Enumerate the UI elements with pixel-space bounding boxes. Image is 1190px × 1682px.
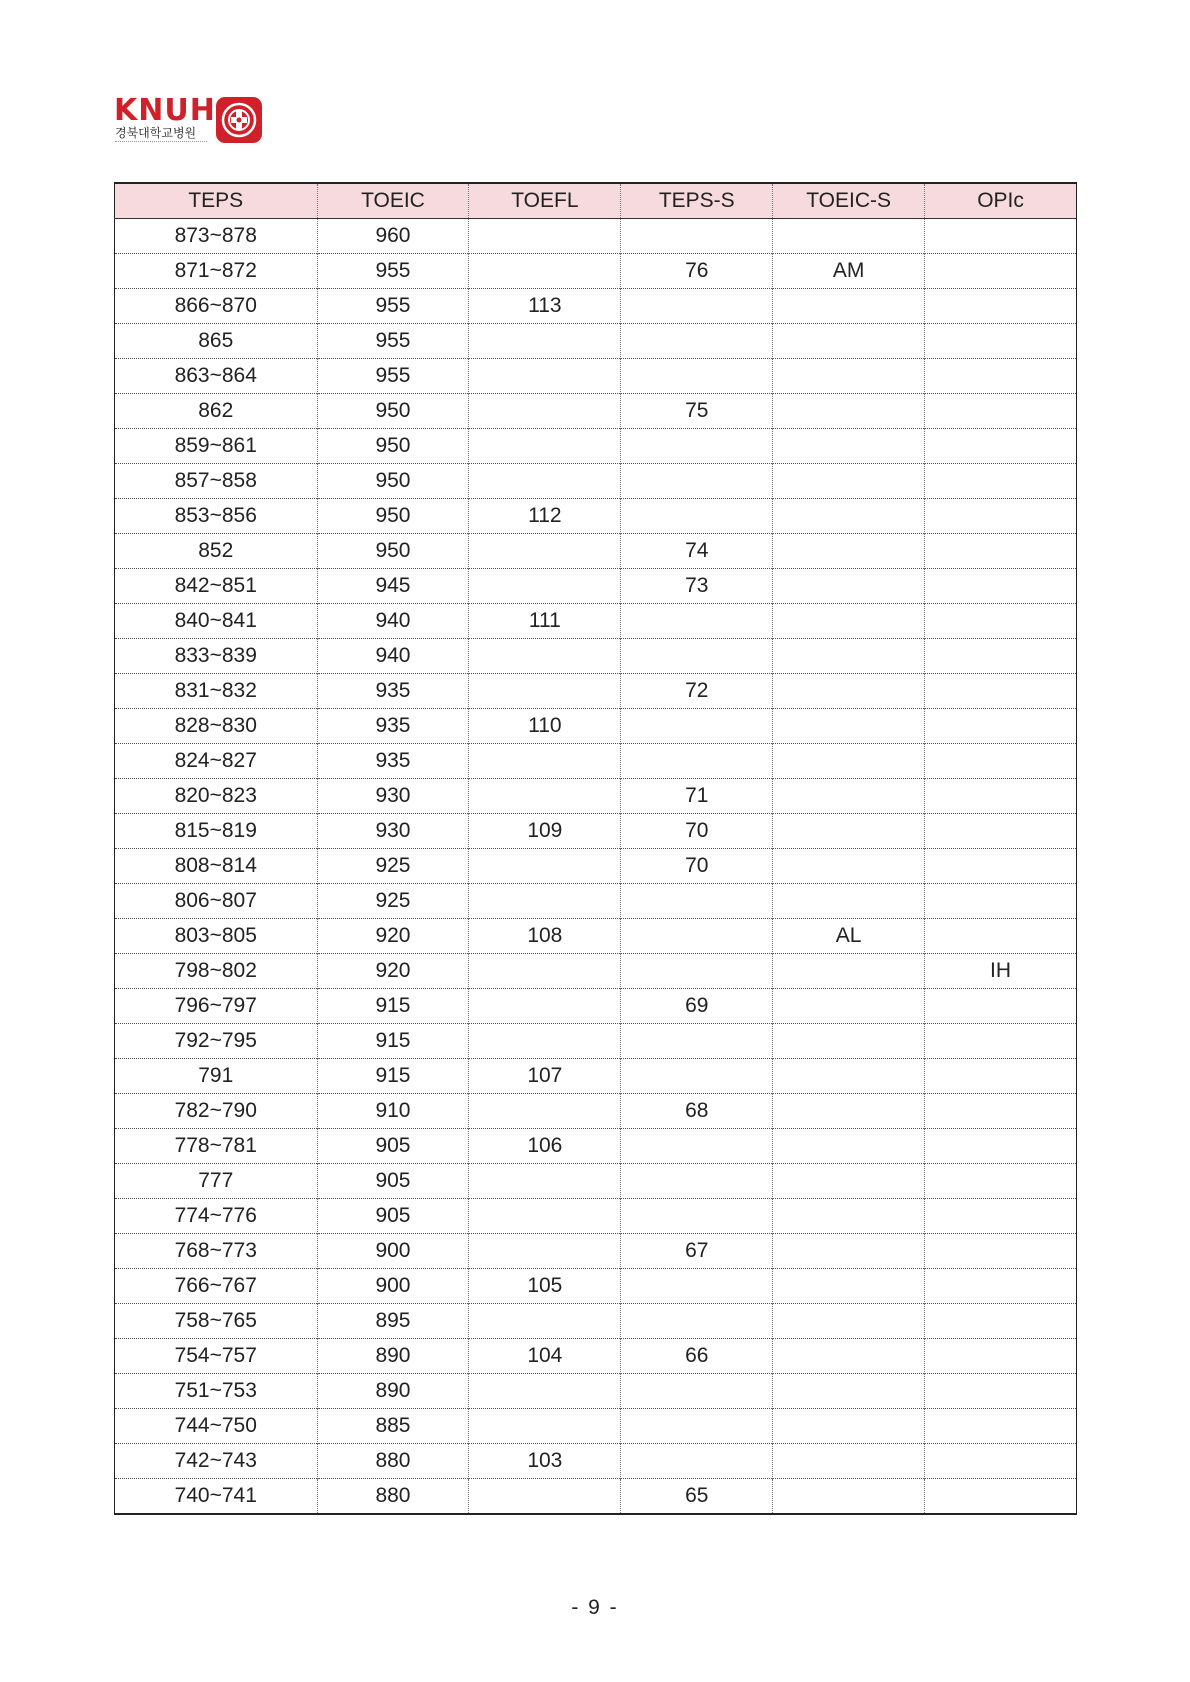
table-cell: AM [773,254,925,289]
column-header-toeic-s: TOEIC-S [773,183,925,219]
table-cell [925,814,1077,849]
table-row [115,884,1077,919]
column-header-toefl: TOEFL [469,183,621,219]
table-cell: 65 [621,1479,773,1515]
table-cell: 915 [317,1024,469,1059]
table-cell: 950 [317,394,469,429]
table-cell [773,219,925,254]
table-cell: 72 [621,674,773,709]
table-cell [925,429,1077,464]
table-cell: 920 [317,919,469,954]
table-cell [925,849,1077,884]
table-cell [925,779,1077,814]
table-cell: 880 [317,1479,469,1515]
table-row [115,499,1077,534]
table-cell [773,954,925,989]
table-row [115,1409,1077,1444]
table-cell [469,1234,621,1269]
table-header-row [115,183,1077,219]
table-cell [469,779,621,814]
table-cell: 842~851 [115,569,318,604]
table-cell: 792~795 [115,1024,318,1059]
table-cell [469,1094,621,1129]
table-cell [621,954,773,989]
table-cell: 853~856 [115,499,318,534]
table-cell: 950 [317,464,469,499]
table-row [115,989,1077,1024]
table-cell [925,1339,1077,1374]
table-cell [925,1444,1077,1479]
column-header-opic: OPIc [925,183,1077,219]
table-cell [469,569,621,604]
table-cell: 955 [317,324,469,359]
table-cell: 920 [317,954,469,989]
table-cell [773,1234,925,1269]
table-row [115,674,1077,709]
table-cell [621,464,773,499]
column-header-toeic: TOEIC [317,183,469,219]
table-row [115,219,1077,254]
table-cell: 108 [469,919,621,954]
table-cell [773,394,925,429]
logo-subtitle: 경북대학교병원 [115,126,197,140]
table-cell [469,464,621,499]
table-cell [773,674,925,709]
logo-wordmark: KNUH [114,93,216,128]
table-row [115,1304,1077,1339]
table-row [115,254,1077,289]
table-cell [925,1234,1077,1269]
table-row [115,289,1077,324]
table-cell [925,394,1077,429]
table-cell [773,499,925,534]
table-cell [621,884,773,919]
table-cell: 873~878 [115,219,318,254]
table-cell: AL [773,919,925,954]
table-cell: 803~805 [115,919,318,954]
table-cell: 935 [317,709,469,744]
table-cell [925,1409,1077,1444]
table-cell [469,394,621,429]
table-cell: 112 [469,499,621,534]
table-cell: 866~870 [115,289,318,324]
table-cell [925,1374,1077,1409]
table-cell: 900 [317,1234,469,1269]
table-cell [469,674,621,709]
table-cell [469,639,621,674]
table-cell: 76 [621,254,773,289]
table-cell: 105 [469,1269,621,1304]
table-cell: 777 [115,1164,318,1199]
table-cell: 950 [317,499,469,534]
table-row [115,1199,1077,1234]
table-row [115,1129,1077,1164]
table-cell [773,464,925,499]
table-cell: 863~864 [115,359,318,394]
table-cell [621,1164,773,1199]
table-row [115,1269,1077,1304]
table-cell [621,1024,773,1059]
table-cell: 915 [317,1059,469,1094]
table-cell [773,1339,925,1374]
table-cell [773,1304,925,1339]
table-row [115,534,1077,569]
table-cell: 935 [317,744,469,779]
table-row [115,1024,1077,1059]
table-cell: 905 [317,1129,469,1164]
table-cell [925,1479,1077,1515]
table-row [115,954,1077,989]
column-header-teps: TEPS [115,183,318,219]
table-row [115,569,1077,604]
table-cell [773,1479,925,1515]
table-cell: 900 [317,1269,469,1304]
table-cell [773,1164,925,1199]
table-cell: 766~767 [115,1269,318,1304]
table-cell: 758~765 [115,1304,318,1339]
table-cell: 950 [317,429,469,464]
table-cell [469,849,621,884]
table-cell: 859~861 [115,429,318,464]
table-cell: 113 [469,289,621,324]
page-number: - 9 - [571,1596,619,1619]
table-row [115,1059,1077,1094]
hospital-emblem-icon [216,97,262,143]
table-cell [621,499,773,534]
table-cell [925,989,1077,1024]
table-cell: 71 [621,779,773,814]
table-cell: 925 [317,849,469,884]
table-cell [621,324,773,359]
table-cell [621,1304,773,1339]
table-row [115,709,1077,744]
table-cell [925,1024,1077,1059]
table-cell: 940 [317,639,469,674]
table-cell: 955 [317,254,469,289]
table-cell [469,954,621,989]
table-cell [621,1374,773,1409]
table-cell [925,499,1077,534]
table-cell: 774~776 [115,1199,318,1234]
table-cell: 70 [621,814,773,849]
table-cell: 820~823 [115,779,318,814]
table-cell [773,1094,925,1129]
table-cell [925,569,1077,604]
table-cell [469,1164,621,1199]
table-cell: 107 [469,1059,621,1094]
table-cell [621,639,773,674]
table-cell [773,429,925,464]
table-row [115,814,1077,849]
table-cell [925,1164,1077,1199]
table-cell [773,1444,925,1479]
table-cell [925,534,1077,569]
table-cell [469,534,621,569]
table-cell [925,359,1077,394]
table-cell: 73 [621,569,773,604]
hospital-logo [114,93,264,144]
table-cell [773,1129,925,1164]
table-row [115,324,1077,359]
table-cell [621,1269,773,1304]
table-cell: 871~872 [115,254,318,289]
table-cell: IH [925,954,1077,989]
table-cell: 857~858 [115,464,318,499]
table-cell: 754~757 [115,1339,318,1374]
table-cell: 110 [469,709,621,744]
table-cell [925,1304,1077,1339]
table-cell: 740~741 [115,1479,318,1515]
table-cell [469,1479,621,1515]
table-cell [773,639,925,674]
table-cell [925,884,1077,919]
table-cell: 744~750 [115,1409,318,1444]
table-row [115,1164,1077,1199]
table-cell: 824~827 [115,744,318,779]
logo-divider [115,141,207,144]
table-row [115,1479,1077,1515]
table-cell: 930 [317,814,469,849]
table-cell [621,1444,773,1479]
table-cell [773,849,925,884]
table-cell [925,289,1077,324]
table-row [115,639,1077,674]
table-row [115,1374,1077,1409]
table-cell [925,219,1077,254]
table-cell: 109 [469,814,621,849]
table-cell [925,464,1077,499]
table-cell [773,534,925,569]
table-cell: 778~781 [115,1129,318,1164]
table-cell [925,674,1077,709]
table-cell: 104 [469,1339,621,1374]
table-cell [773,569,925,604]
table-cell: 796~797 [115,989,318,1024]
table-cell [621,1059,773,1094]
score-conversion-table [114,182,1077,1515]
table-cell [773,1059,925,1094]
table-cell [773,324,925,359]
table-cell [469,219,621,254]
table-cell: 862 [115,394,318,429]
table-cell: 905 [317,1164,469,1199]
table-cell [621,1409,773,1444]
table-cell: 840~841 [115,604,318,639]
table-cell [469,884,621,919]
table-cell [773,359,925,394]
table-cell: 940 [317,604,469,639]
table-cell [925,919,1077,954]
table-cell [469,989,621,1024]
table-cell: 782~790 [115,1094,318,1129]
table-cell: 880 [317,1444,469,1479]
table-cell: 960 [317,219,469,254]
table-row [115,1444,1077,1479]
table-row [115,604,1077,639]
table-cell: 955 [317,289,469,324]
table-cell: 742~743 [115,1444,318,1479]
table-cell: 70 [621,849,773,884]
table-cell [621,1129,773,1164]
table-cell [773,1409,925,1444]
table-cell [621,289,773,324]
table-cell [621,604,773,639]
table-cell [925,744,1077,779]
table-row [115,1339,1077,1374]
table-cell: 815~819 [115,814,318,849]
table-cell: 67 [621,1234,773,1269]
table-cell: 915 [317,989,469,1024]
table-cell [469,1304,621,1339]
table-cell [925,254,1077,289]
table-cell: 828~830 [115,709,318,744]
table-cell [621,219,773,254]
table-row [115,779,1077,814]
table-cell: 768~773 [115,1234,318,1269]
table-cell: 798~802 [115,954,318,989]
table-cell [469,429,621,464]
table-cell: 950 [317,534,469,569]
table-cell [621,359,773,394]
table-row [115,744,1077,779]
table-cell [773,1024,925,1059]
table-cell: 905 [317,1199,469,1234]
table-row [115,919,1077,954]
table-cell [469,1374,621,1409]
table-cell [469,1199,621,1234]
table-cell: 791 [115,1059,318,1094]
table-row [115,849,1077,884]
table-cell: 66 [621,1339,773,1374]
table-cell: 831~832 [115,674,318,709]
table-cell: 75 [621,394,773,429]
table-cell [773,289,925,324]
table-cell: 925 [317,884,469,919]
table-cell: 808~814 [115,849,318,884]
table-cell: 930 [317,779,469,814]
table-cell [469,254,621,289]
table-cell: 910 [317,1094,469,1129]
table-cell: 806~807 [115,884,318,919]
table-cell [925,1269,1077,1304]
table-row [115,1094,1077,1129]
table-cell: 935 [317,674,469,709]
table-cell [469,1409,621,1444]
table-cell [925,1199,1077,1234]
table-cell: 74 [621,534,773,569]
table-cell [773,1374,925,1409]
table-cell: 865 [115,324,318,359]
table-cell: 890 [317,1339,469,1374]
table-cell: 885 [317,1409,469,1444]
table-cell [925,324,1077,359]
table-cell [469,1024,621,1059]
table-cell [773,814,925,849]
table-cell [773,779,925,814]
table-cell: 833~839 [115,639,318,674]
table-cell [773,1199,925,1234]
table-cell [925,1129,1077,1164]
table-cell [925,1059,1077,1094]
table-cell [773,989,925,1024]
table-cell: 955 [317,359,469,394]
table-row [115,394,1077,429]
table-cell [773,604,925,639]
table-cell: 751~753 [115,1374,318,1409]
table-cell [621,709,773,744]
table-cell [773,744,925,779]
table-cell [925,639,1077,674]
table-cell: 68 [621,1094,773,1129]
table-row [115,359,1077,394]
table-cell: 945 [317,569,469,604]
table-cell [621,919,773,954]
table-cell [925,709,1077,744]
table-cell: 106 [469,1129,621,1164]
table-cell: 69 [621,989,773,1024]
table-cell [621,1199,773,1234]
table-row [115,464,1077,499]
table-cell [773,1269,925,1304]
table-cell [621,744,773,779]
table-cell [925,1094,1077,1129]
table-cell: 111 [469,604,621,639]
table-cell [773,884,925,919]
table-row [115,1234,1077,1269]
table-cell [469,324,621,359]
column-header-teps-s: TEPS-S [621,183,773,219]
table-cell [621,429,773,464]
table-cell [773,709,925,744]
table-cell [469,359,621,394]
table-cell: 103 [469,1444,621,1479]
table-cell: 890 [317,1374,469,1409]
table-cell [925,604,1077,639]
table-cell: 852 [115,534,318,569]
table-row [115,429,1077,464]
table-cell [469,744,621,779]
table-cell: 895 [317,1304,469,1339]
